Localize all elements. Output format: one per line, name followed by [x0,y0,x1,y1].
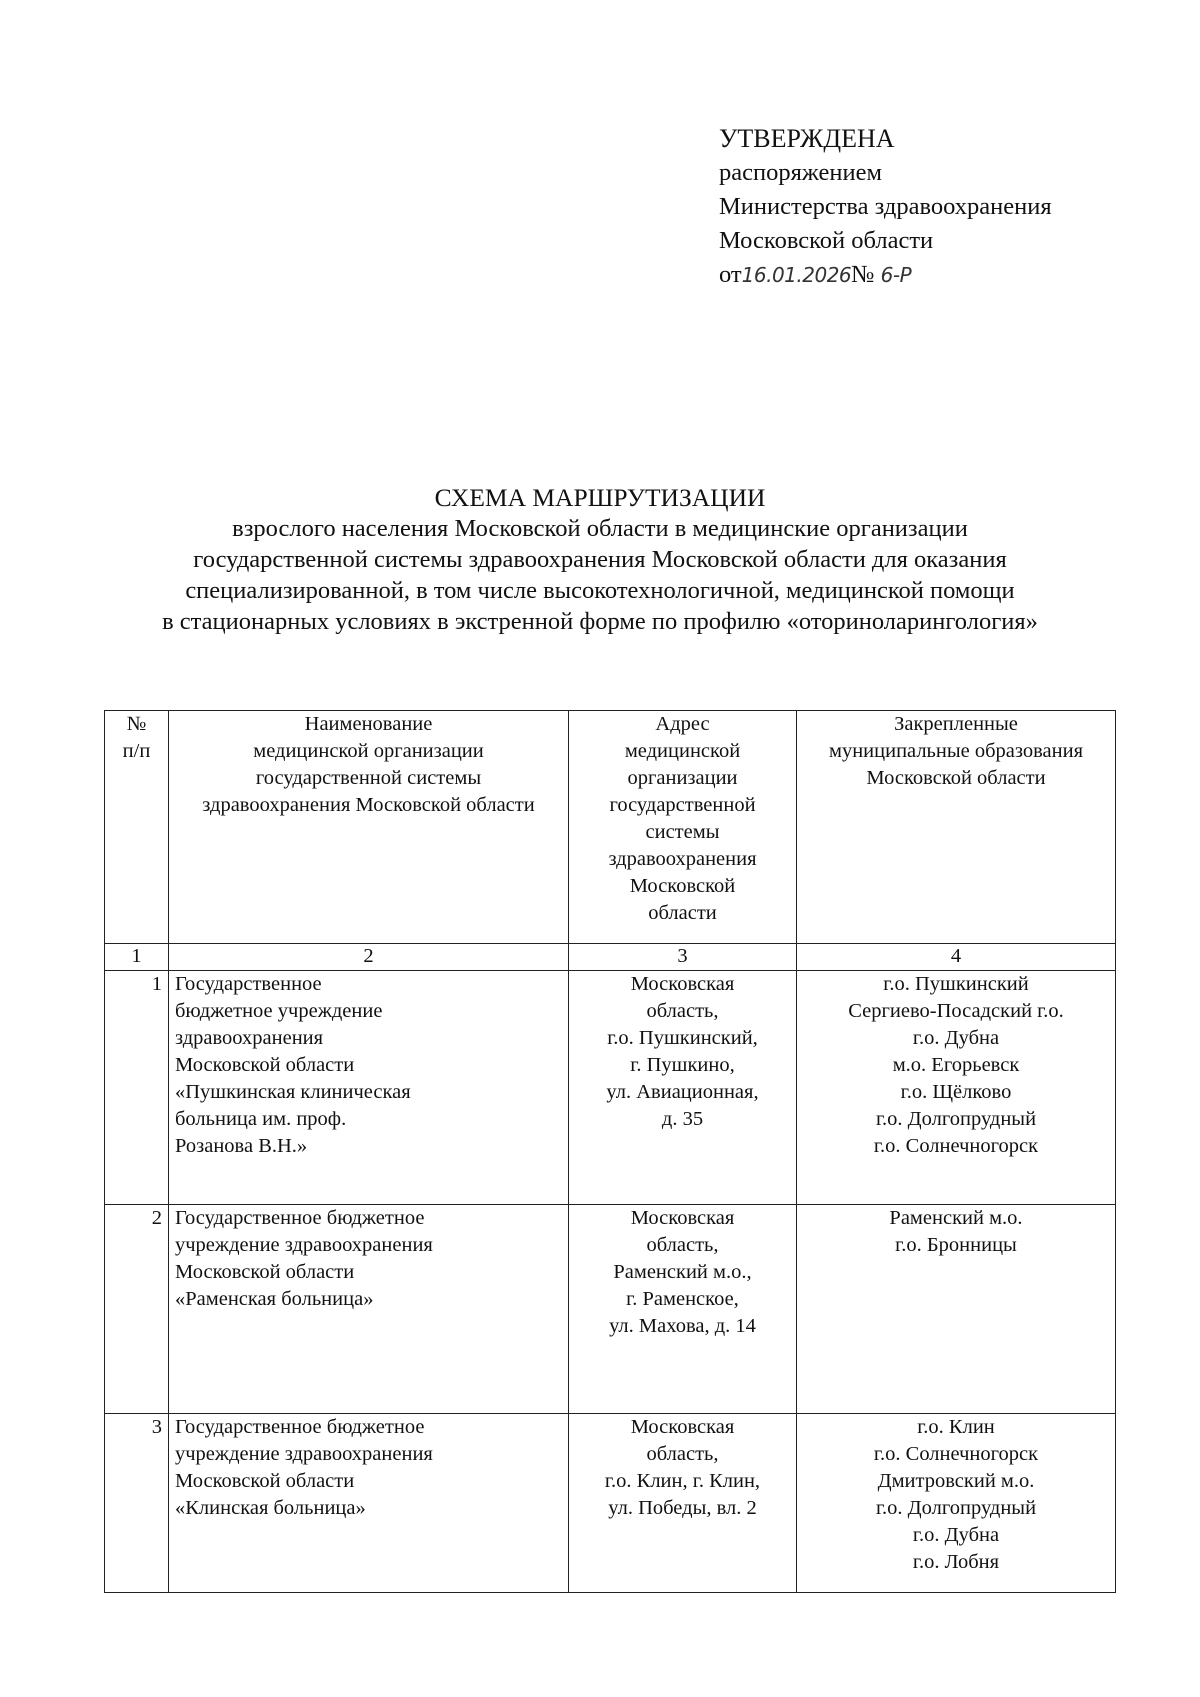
municipalities: Раменский м.о. г.о. Бронницы [797,1205,1116,1414]
routing-table [104,710,1116,1593]
table-row [105,1205,1116,1414]
table-row [105,971,1116,1205]
number-prefix: № [851,261,875,288]
header-org: Наименование медицинской организации государственной системы здравоохранения Московской области [169,711,569,944]
municipalities: г.о. Клин г.о. Солнечногорск Дмитровский м.о. г.о. Долгопрудный г.о. Дубна г.о. Лобня [797,1414,1116,1593]
document-title: СХЕМА МАРШРУТИЗАЦИИ [434,483,766,512]
approval-block [719,122,1052,292]
header-address: Адрес медицинской организации государственной системы здравоохранения Московской области [569,711,797,944]
date-prefix: от [719,261,742,288]
table-row [105,1414,1116,1593]
heading-line-2: государственной системы здравоохранения Московской области для оказания [193,546,1007,573]
row-number: 1 [105,971,169,1205]
org-address: Московская область, Раменский м.о., г. Раменское, ул. Махова, д. 14 [569,1205,797,1414]
approval-title: УТВЕРЖДЕНА [719,124,895,153]
column-number: 3 [569,944,797,971]
org-name: Государственное бюджетное учреждение здравоохранения Московской области «Пушкинская клиническая больница им. проф. Розанова В.Н.» [169,971,569,1205]
heading-line-3: специализированной, в том числе высокотехнологичной, медицинской помощи [185,577,1015,604]
row-number: 3 [105,1414,169,1593]
table-header-row [105,711,1116,944]
municipalities: г.о. Пушкинский Сергиево-Посадский г.о. г.о. Дубна м.о. Егорьевск г.о. Щёлково г.о. Долгопрудный г.о. Солнечногорск [797,971,1116,1205]
column-number: 2 [169,944,569,971]
column-numbers-row [105,944,1116,971]
column-number: 4 [797,944,1116,971]
approval-date-line [719,258,1052,292]
heading-line-1: взрослого населения Московской области в медицинские организации [232,515,968,542]
header-num: № п/п [105,711,169,944]
approval-line-2: Министерства здравоохранения [719,193,1052,220]
handwritten-date: 16.01.2026 [741,263,852,287]
org-address: Московская область, г.о. Клин, г. Клин, ул. Победы, вл. 2 [569,1414,797,1593]
org-name: Государственное бюджетное учреждение здравоохранения Московской области «Раменская больница» [169,1205,569,1414]
handwritten-number: 6-Р [880,263,912,287]
heading-line-4: в стационарных условиях в экстренной форме по профилю «оториноларингология» [162,608,1038,635]
row-number: 2 [105,1205,169,1414]
org-name: Государственное бюджетное учреждение здравоохранения Московской области «Клинская больница» [169,1414,569,1593]
org-address: Московская область, г.о. Пушкинский, г. Пушкино, ул. Авиационная, д. 35 [569,971,797,1205]
header-municipalities: Закрепленные муниципальные образования Московской области [797,711,1116,944]
approval-line-3: Московской области [719,227,934,254]
document-heading [100,482,1100,637]
column-number: 1 [105,944,169,971]
approval-line-1: распоряжением [719,159,882,186]
